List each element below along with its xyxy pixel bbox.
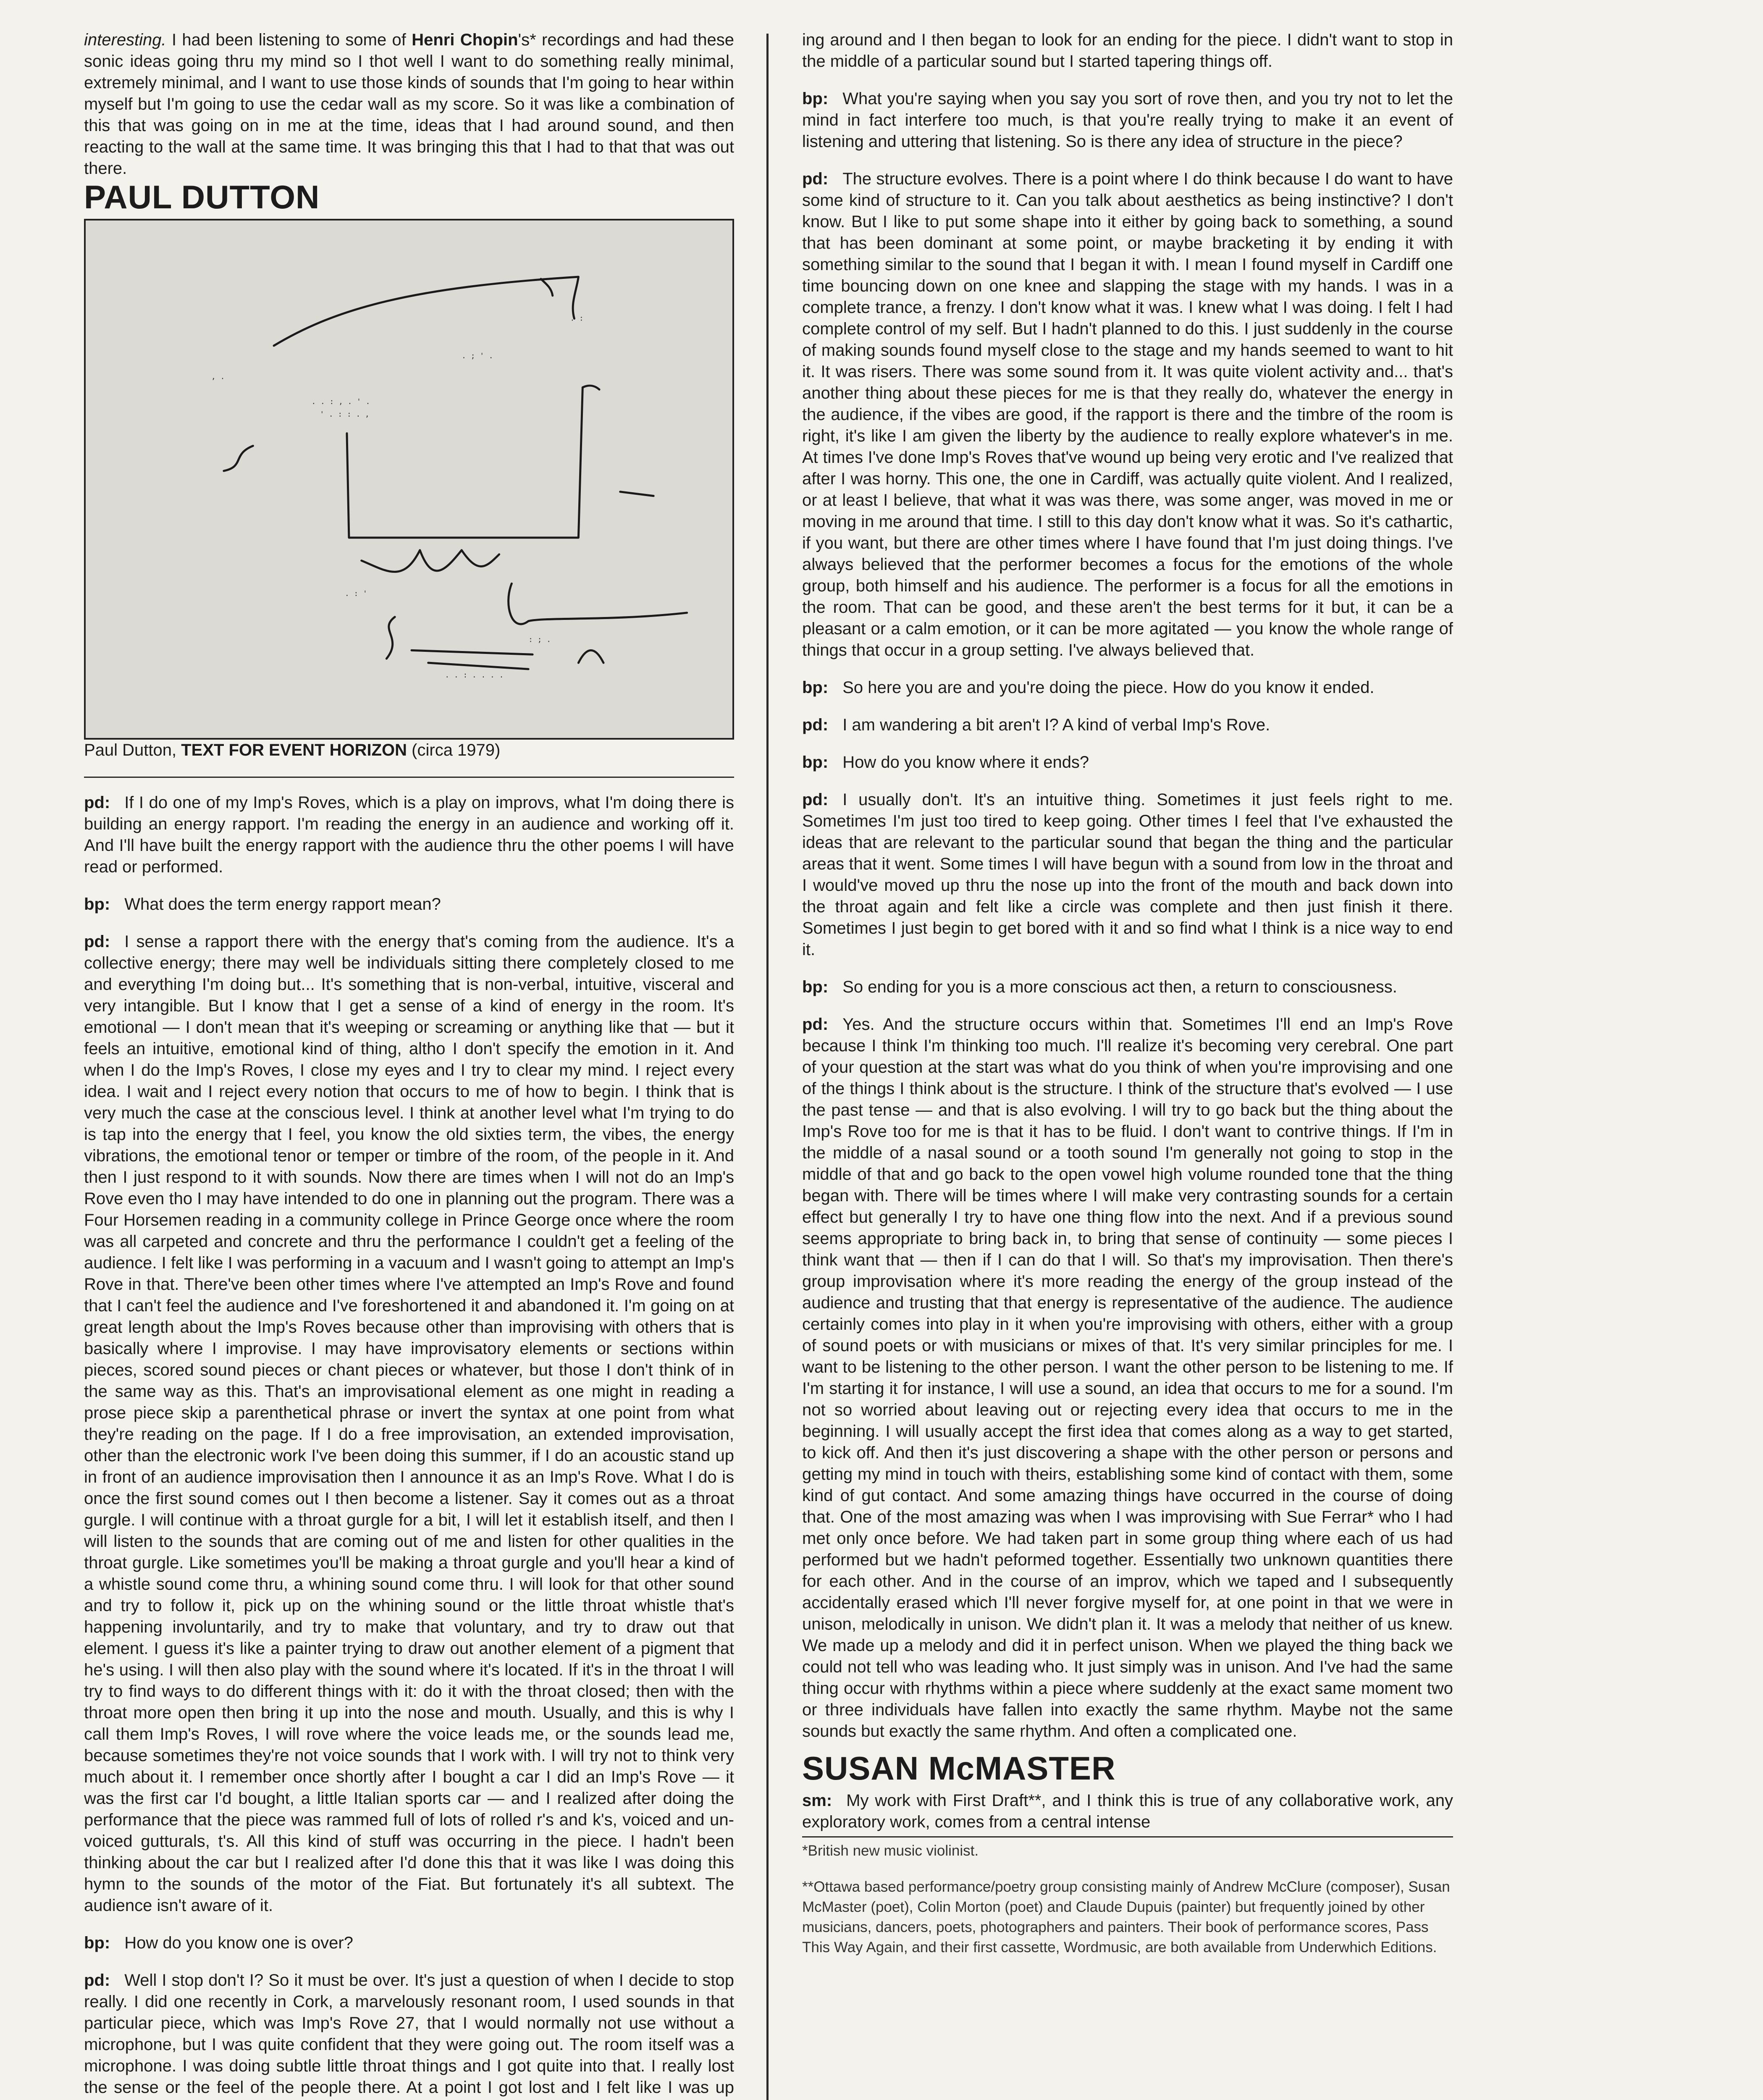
interview-paragraph — [802, 976, 1453, 998]
speaker-label: pd: — [84, 932, 110, 951]
caption-rule — [84, 777, 734, 778]
interview-paragraph — [84, 894, 734, 915]
svg-text:: ; .: : ; . — [528, 635, 551, 644]
figure-text-for-event-horizon — [84, 219, 734, 740]
svg-text:. . : , . ' .: . . : , . ' . — [311, 397, 370, 407]
intro-text-2: 's* recordings and had these sonic ideas going thru my mind so I thot well I want to do something really minimal, extremely minimal, and I want to use those kinds of sounds that I'm going to hear within myself but I'm going to use the cedar wall as my score. So it was like a combination of this that was going on in me at the time, ideas that I had around sound, and then reacting to the wall at the same time. It was bringing this that I had to that that was out there. — [84, 31, 735, 178]
footnote-rule — [802, 1836, 1453, 1838]
interview-paragraph — [84, 1970, 734, 2100]
paragraph-text: How do you know one is over? — [124, 1934, 353, 1952]
footnote: *British new music violinist. — [802, 1843, 979, 1859]
interview-paragraph — [802, 168, 1453, 661]
speaker-label: pd: — [84, 793, 110, 812]
paragraph-text: I usually don't. It's an intuitive thing. Sometimes it just feels right to me. Sometimes I'm just too tired to keep going. Other times I feel that I've exhausted the ideas that are relevant to the particular sound that began the thing and the particular areas that it went. Some times I will have begun with a sound from low in the throat and I would've moved up thru the nose up into the front of the mouth and back down into the throat again and felt like a circle was complete and then just finish it there. Sometimes I just begin to get bored with it and so find what I think is a nice way to end it. — [802, 790, 1453, 959]
interview-paragraph — [802, 714, 1453, 736]
footnote: **Ottawa based performance/poetry group consisting mainly of Andrew McClure (composer), Susan McMaster (poet), Colin Morton (poet) and Claude Dupuis (painter) but frequently joined by other musicians, dancers, poets, photographers and painters. Their book of performance scores, Pass This Way Again, and their first cassette, Wordmusic, are both available from Underwhich Editions. — [802, 1879, 1450, 1956]
speaker-label: bp: — [84, 895, 110, 914]
figure-caption — [84, 740, 734, 761]
column-divider — [766, 34, 769, 2100]
paragraph-text: I am wandering a bit aren't I? A kind of verbal Imp's Rove. — [842, 716, 1270, 734]
caption-artist: Paul Dutton, — [84, 741, 181, 759]
paragraph-text: Yes. And the structure occurs within that. Sometimes I'll end an Imp's Rove because I think I'm thinking too much. I'll realize it's becoming very cerebral. One part of your question at the start was what do you think of when you're improvising and one of the things I think about is the structure. I think of the structure that's evolved — I use the past tense — and that is also evolving. I will try to go back but the thing about the Imp's Rove too for me is that it has to be fluid. I don't want to contrive things. If I'm in the middle of a nasal sound or a tooth sound I'm generally not going to stop in the middle of that and go back to the open vowel high volume rounded tone that the thing began with. There will be times where I will make very contrasting sounds for a certain effect but generally I try to have one thing flow into the next. And if a previous sound seems appropriate to bring back in, to bring that sense of continuity — some pieces I think want that — then if I can do that I will. So that's my improvisation. Then there's group improvisation where it's more reading the energy of the group instead of the audience and trusting that that energy is representative of the audience. The audience certainly comes into play in it when you're improvising with others, either with a group of sound poets or with musicians or mixes of that. It's very similar principles for me. I want to be listening to the other person. I want the other person to be listening to me. If I'm starting it for instance, I will use a sound, an idea that occurs to me for a sound. I'm not so worried about leaving out or rejecting every idea that occurs to me in the beginning. I will usually accept the first idea that comes along as a way to get started, to kick off. And then it's just discovering a shape with the other person or persons and getting my mind in touch with theirs, establishing some kind of contact with them, some kind of gut contact. And some amazing things have occurred in the course of doing that. One of the most amazing was when I was improvising with Sue Ferrar* who I had met only once before. We had taken part in some group thing where each of us had performed but we hadn't peformed together. Essentially two unknown quantities there for each other. And in the course of an improv, which we taped and I subsequently accidentally erased which I'll never forgive myself for, at one point in that we were in unison, melodically in unison. We didn't plan it. It was a melody that neither of us knew. We made up a melody and did it in perfect unison. When we played the thing back we could not tell who was leading who. It just simply was in unison. And I've had the same thing occur with rhythms within a piece where suddenly at the exact same moment two or three individuals have fallen into exactly the same rhythm. Maybe not the same sounds but exactly the same rhythm. And often a complicated one. — [802, 1015, 1453, 1740]
svg-text:. :: . : — [570, 314, 584, 323]
paragraph-text: What you're saying when you say you sort of rove then, and you try not to let the mind in fact interfere too much, is that you're really trying to make it an event of listening and uttering that listening. So is there any idea of structure in the piece? — [802, 89, 1453, 151]
svg-text:' . : : . ,: ' . : : . , — [320, 410, 370, 419]
caption-title: TEXT FOR EVENT HORIZON — [181, 741, 407, 759]
speaker-label: pd: — [802, 790, 829, 809]
section-heading-paul-dutton: PAUL DUTTON — [84, 178, 320, 215]
interview-paragraph — [802, 1014, 1453, 1742]
svg-text:, .: , . — [211, 372, 225, 381]
svg-text:. . : . . . .: . . : . . . . — [445, 670, 504, 680]
interview-paragraph — [802, 677, 1453, 698]
speaker-label: pd: — [802, 716, 829, 734]
paragraph-text: If I do one of my Imp's Roves, which is a play on improvs, what I'm doing there is building an energy rapport. I'm reading the energy in an audience and working off it. And I'll have built the energy rapport with the audience thru the other poems I will have read or performed. — [84, 793, 734, 876]
interview-paragraph — [84, 792, 734, 878]
paragraph-text: I sense a rapport there with the energy that's coming from the audience. It's a collective energy; there may well be individuals sitting there completely closed to me and everything I'm doing but... It's something that is non-verbal, intuitive, visceral and very intangible. But I know that I get a sense of a kind of energy in the room. It's emotional — I don't mean that it's weeping or screaming or anything like that — but it feels an intuitive, emotional kind of thing, altho I don't specify the emotion in it. And when I do the Imp's Roves, I close my eyes and I try to clear my mind. I reject every idea. I wait and I reject every notion that occurs to me of how to begin. I think that is very much the case at the conscious level. I think at another level what I'm trying to do is tap into the energy that I feel, you know the old sixties term, the vibes, the energy vibrations, the emotional tenor or temper or timbre of the room, of the people in it. And then I just respond to it with sounds. Now there are times when I will not do an Imp's Rove even tho I may have intended to do one in planning out the program. There was a Four Horsemen reading in a community college in Prince George once where the room was all carpeted and concrete and thru the performance I couldn't get a feeling of the audience. I felt like I was performing in a vacuum and I wasn't going to attempt an Imp's Rove in that. There've been other times where I've attempted an Imp's Rove and found that I can't feel the audience and I've foreshortened it and abandoned it. I'm going on at great length about the Imp's Roves because other than improvising with others that is basically where I improvise. I may have improvisatory elements or sections within pieces, scored sound pieces or chant pieces or whatever, but those I don't think of in the same way as this. That's an improvisational element as one might in reading a prose piece skip a parenthetical phrase or invert the syntax at one point from what they're reading on the page. If I do a free improvisation, an extended improvisation, other than the electronic work I've been doing this summer, if I do an acoustic stand up in front of an audience improvisation then I announce it as an Imp's Rove. What I do is once the first sound comes out I then become a listener. Say it comes out as a throat gurgle. I will continue with a throat gurgle for a bit, I will let it establish itself, and then I will listen to the sounds that are coming out of me and listen for other qualities in the throat gurgle. Like sometimes you'll be making a throat gurgle and you'll hear a kind of a whistle sound come thru, a whining sound come thru. I will look for that other sound and try to follow it, pick up on the whining sound or the little throat whistle that's happening involuntarily, and try to make that voluntary, and try to draw out that element. I guess it's like a painter trying to draw out another element of a pigment that he's using. I will then also play with the sound where it's located. If it's in the throat I will try to find ways to do different things with it: do it with the throat closed; then with the throat more open then bring it up into the nose and mouth. Usually, and this is why I call them Imp's Roves, I will rove where the voice leads me, or the sounds lead me, because sometimes they're not voice sounds that I work with. I will try not to think very much about it. I remember once shortly after I bought a car I did an Imp's Rove — it was the first car I'd bought, a little Italian sports car — and I realized after doing the performance that the piece was rammed full of lots of rolled r's and k's, voiced and un-voiced gutturals, t's. All this kind of stuff was occurring in the piece. I hadn't been thinking about the car but I realized after I'd done this that it was like I was doing this hymn to the sounds of the motor of the Fiat. But fortunately it's all subtext. The audience isn't aware of it. — [84, 932, 734, 1915]
intro-name: Henri Chopin — [412, 31, 518, 49]
paragraph-text: The structure evolves. There is a point where I do think because I do want to have some kind of structure to it. Can you talk about aesthetics as being instinctive? I don't know. But I like to put some shape into it either by going back to something, a sound that has been dominant at some point, or maybe bracketing it by ending it with something similar to the sound that I began it with. I mean I found myself in Cardiff one time bouncing down on one knee and slapping the stage with my hands. I was in a complete trance, a frenzy. I don't know what it was. I knew what I was doing. I felt I had complete control of my self. But I hadn't planned to do this. I just suddenly in the course of making sounds found myself close to the stage and my hands seemed to want to hit it. It was risers. There was some sound from it. It was quite violent activity and... that's another thing about these pieces for me is that they really do, whatever the energy in the audience, if the vibes are good, if the rapport is there and the timbre of the room is right, it's like I am given the liberty by the audience to really explore whatever's in me. At times I've done Imp's Roves that've wound up being very erotic and I've realized that after I was horny. This one, the one in Cardiff, was actually quite violent. And I realized, or at least I believe, that what it was was there, was some anger, was moved in me or moving in me around that time. I still to this day don't know what it was. So it's cathartic, if you want, but there are other times where I have found that I'm just doing things. I've always believed that the performer becomes a focus for the emotions of the whole group, both himself and his audience. The performer is a focus for all the emotions in the room. That can be good, and these aren't the best terms for it but, it can be a pleasant or a calm emotion, or it can be more agitated — you know the whole range of things that occur in a group setting. I've always believed that. — [802, 170, 1453, 659]
intro-lead: interesting. — [84, 31, 166, 49]
svg-text:. ; ' .: . ; ' . — [462, 351, 493, 360]
speaker-label: bp: — [84, 1934, 110, 1952]
intro-paragraph — [84, 29, 734, 179]
paragraph-text: Well I stop don't I? So it must be over. It's just a question of when I decide to stop really. I did one recently in Cork, a marvelously resonant room, I used sounds in that particular piece, which was Imp's Rove 27, that I would normally not use without a microphone, but I was quite confident that they were going out. The room itself was a microphone. I was doing subtle little throat things and I got quite into that. I really lost the sense or the feel of the people there. At a point I got lost and I felt like I was up — [84, 1971, 734, 2097]
paragraph-text: My work with First Draft**, and I think this is true of any collaborative work, any exploratory work, comes from a central intense — [802, 1791, 1453, 1831]
speaker-label: bp: — [802, 978, 829, 996]
sound-score-drawing — [86, 220, 732, 738]
speaker-label: pd: — [84, 1971, 110, 1990]
svg-text:. : ': . : ' — [344, 589, 367, 598]
section-heading-susan-mcmaster: SUSAN McMASTER — [802, 1750, 1116, 1787]
paragraph-text: What does the term energy rapport mean? — [124, 895, 441, 914]
left-column — [84, 29, 734, 2100]
interview-paragraph — [84, 1932, 734, 1954]
speaker-label: pd: — [802, 1015, 829, 1034]
paragraph-text: So here you are and you're doing the piece. How do you know it ended. — [842, 678, 1375, 697]
interview-paragraph — [802, 88, 1453, 152]
speaker-label: bp: — [802, 89, 829, 108]
paragraph-text: How do you know where it ends? — [842, 753, 1089, 772]
intro-text-1: I had been listening to some of — [166, 31, 412, 49]
right-column — [802, 29, 1453, 1974]
interview-paragraph — [802, 789, 1453, 961]
continuation-paragraph: ing around and I then began to look for an ending for the piece. I didn't want to stop in the middle of a particular sound but I started tapering things off. — [802, 31, 1453, 71]
speaker-label: bp: — [802, 678, 829, 697]
caption-date: (circa 1979) — [407, 741, 501, 759]
paragraph-text: So ending for you is a more conscious act then, a return to consciousness. — [842, 978, 1397, 996]
interview-paragraph — [802, 1790, 1453, 1833]
interview-paragraph — [84, 931, 734, 1916]
speaker-label: sm: — [802, 1791, 832, 1810]
speaker-label: pd: — [802, 170, 829, 188]
speaker-label: bp: — [802, 753, 829, 772]
interview-paragraph — [802, 752, 1453, 773]
